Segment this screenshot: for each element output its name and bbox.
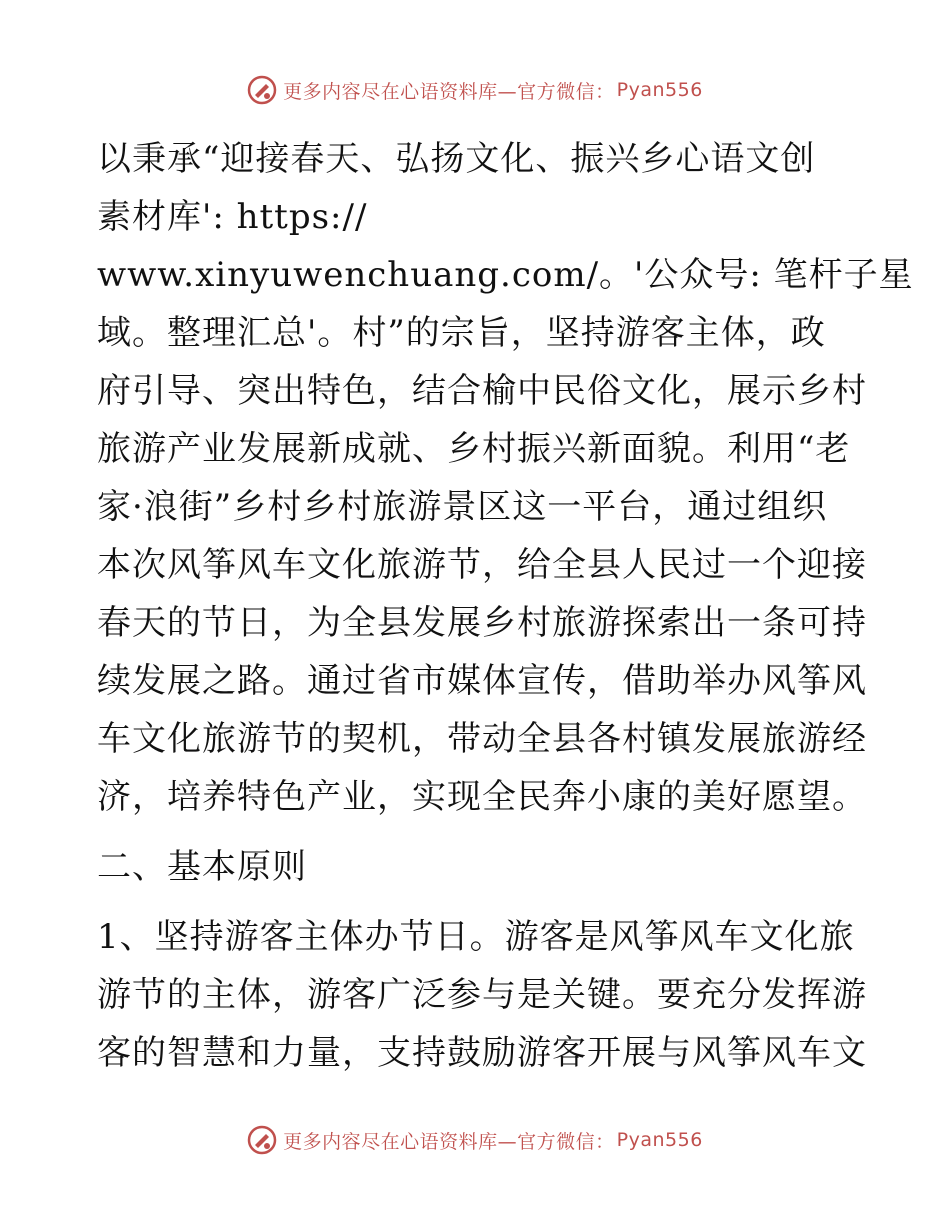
paragraph-line: 域。整理汇总'。村”的宗旨，坚持游客主体，政: [97, 313, 826, 353]
header-watermark: [0, 70, 950, 110]
paragraph-line: 续发展之路。通过省市媒体宣传，借助举办风筝风: [97, 661, 867, 701]
paragraph-line: 家·浪街”乡村乡村旅游景区这一平台，通过组织: [97, 487, 828, 527]
watermark-text: 更多内容尽在心语资料库—官方微信：: [283, 1130, 615, 1153]
paragraph-line: 本次风筝风车文化旅游节，给全县人民过一个迎接: [97, 545, 867, 585]
watermark-contact: Pyan556: [616, 79, 703, 101]
pen-logo-icon: [247, 75, 277, 105]
principle-line: 1、坚持游客主体办节日。游客是风筝风车文化旅: [97, 917, 855, 957]
footer-watermark: [0, 1120, 950, 1160]
paragraph-line: 府引导、突出特色，结合榆中民俗文化，展示乡村: [97, 371, 867, 411]
section-heading: 二、基本原则: [97, 847, 307, 887]
pen-logo-icon: [247, 1125, 277, 1155]
principle-line: 客的智慧和力量，支持鼓励游客开展与风筝风车文: [97, 1033, 867, 1073]
paragraph-line: 车文化旅游节的契机，带动全县各村镇发展旅游经: [97, 719, 867, 759]
watermark-text: 更多内容尽在心语资料库—官方微信：: [283, 80, 615, 103]
paragraph-line: 旅游产业发展新成就、乡村振兴新面貌。利用“老: [97, 429, 851, 469]
document-body: [97, 130, 914, 1082]
paragraph-line: 济，培养特色产业，实现全民奔小康的美好愿望。: [97, 777, 867, 817]
paragraph-line: 春天的节日，为全县发展乡村旅游探索出一条可持: [97, 603, 867, 643]
principle-line: 游节的主体，游客广泛参与是关键。要充分发挥游: [97, 975, 867, 1015]
paragraph-line: 以秉承“迎接春天、弘扬文化、振兴乡心语文创: [97, 139, 816, 179]
paragraph-line: www.xinyuwenchuang.com/。'公众号: 笔杆子星: [97, 255, 914, 295]
paragraph-line: 素材库': https://: [97, 197, 368, 237]
watermark-contact: Pyan556: [616, 1129, 703, 1151]
